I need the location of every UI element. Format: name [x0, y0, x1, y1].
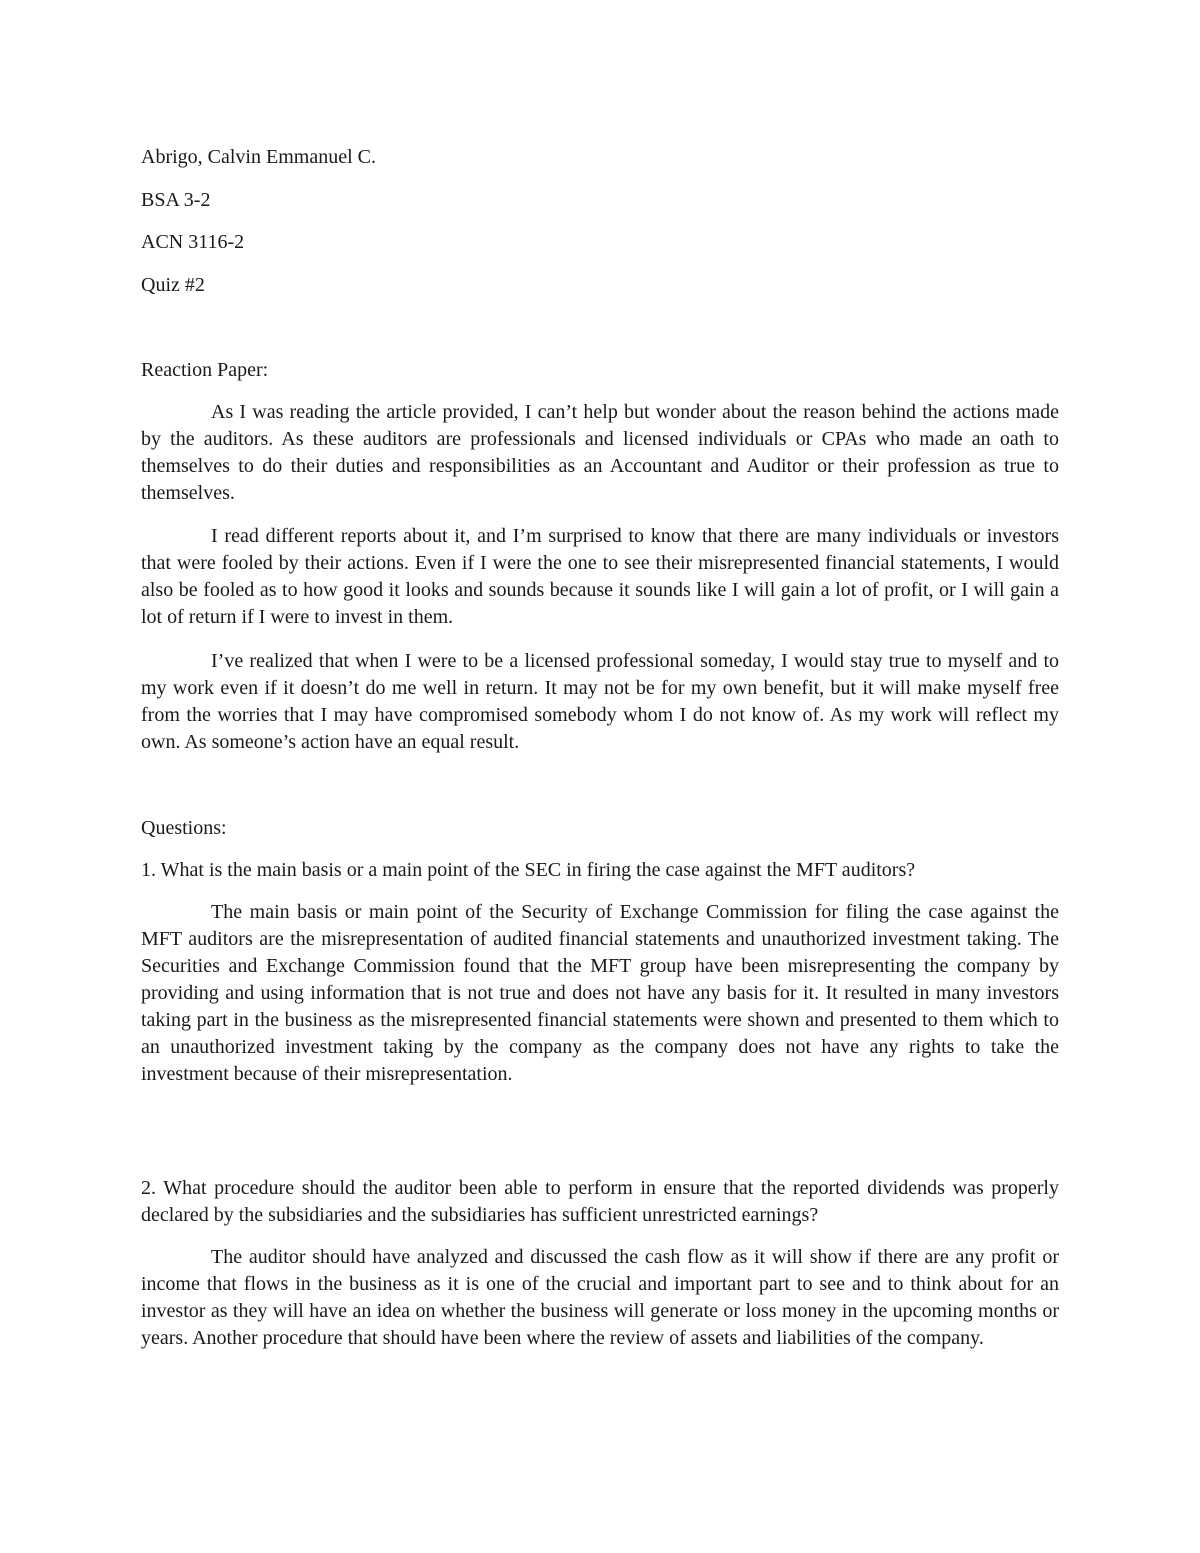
- reaction-paragraph: I read different reports about it, and I’m surprised to know that there are many individuals or investors that were fooled by their actions. Even if I were the one to see their misrepresented financial statements, I would also be fooled as to how good it looks and sounds because it sounds like I will gain a lot of profit, or I will gain a lot of return if I were to invest in them.: [141, 525, 1059, 628]
- student-section: BSA 3-2: [141, 189, 211, 211]
- quiz-label: Quiz #2: [141, 274, 205, 296]
- question-1: 1. What is the main basis or a main point of the SEC in firing the case against the MFT auditors?: [141, 859, 916, 881]
- course-code: ACN 3116-2: [141, 231, 245, 253]
- answer-2: The auditor should have analyzed and discussed the cash flow as it will show if there are any profit or income that flows in the business as it is one of the crucial and important part to see and to think about for an investor as they will have an idea on whether the business will generate or loss money in the upcoming months or years. Another procedure that should have been where the review of assets and liabilities of the company.: [141, 1246, 1059, 1349]
- questions-heading: Questions:: [141, 817, 227, 839]
- student-name: Abrigo, Calvin Emmanuel C.: [141, 146, 376, 168]
- question-2: 2. What procedure should the auditor been able to perform in ensure that the reported dividends was properly declared by the subsidiaries and the subsidiaries has sufficient unrestricted earnings?: [141, 1177, 1059, 1226]
- answer-1: The main basis or main point of the Security of Exchange Commission for filing the case against the MFT auditors are the misrepresentation of audited financial statements and unauthorized investment taking. The Securities and Exchange Commission found that the MFT group have been misrepresenting the company by providing and using information that is not true and does not have any basis for it. It resulted in many investors taking part in the business as the misrepresented financial statements were shown and presented to them which to an unauthorized investment taking by the company as the company does not have any rights to take the investment because of their misrepresentation.: [141, 901, 1059, 1085]
- reaction-paragraph: As I was reading the article provided, I can’t help but wonder about the reason behind the actions made by the auditors. As these auditors are professionals and licensed individuals or CPAs who made an oath to themselves to do their duties and responsibilities as an Accountant and Auditor or their profession as true to themselves.: [141, 401, 1059, 504]
- reaction-paragraph: I’ve realized that when I were to be a licensed professional someday, I would stay true to myself and to my work even if it doesn’t do me well in return. It may not be for my own benefit, but it will make myself free from the worries that I may have compromised somebody whom I do not know of. As my work will reflect my own. As someone’s action have an equal result.: [141, 650, 1059, 753]
- reaction-heading: Reaction Paper:: [141, 359, 269, 381]
